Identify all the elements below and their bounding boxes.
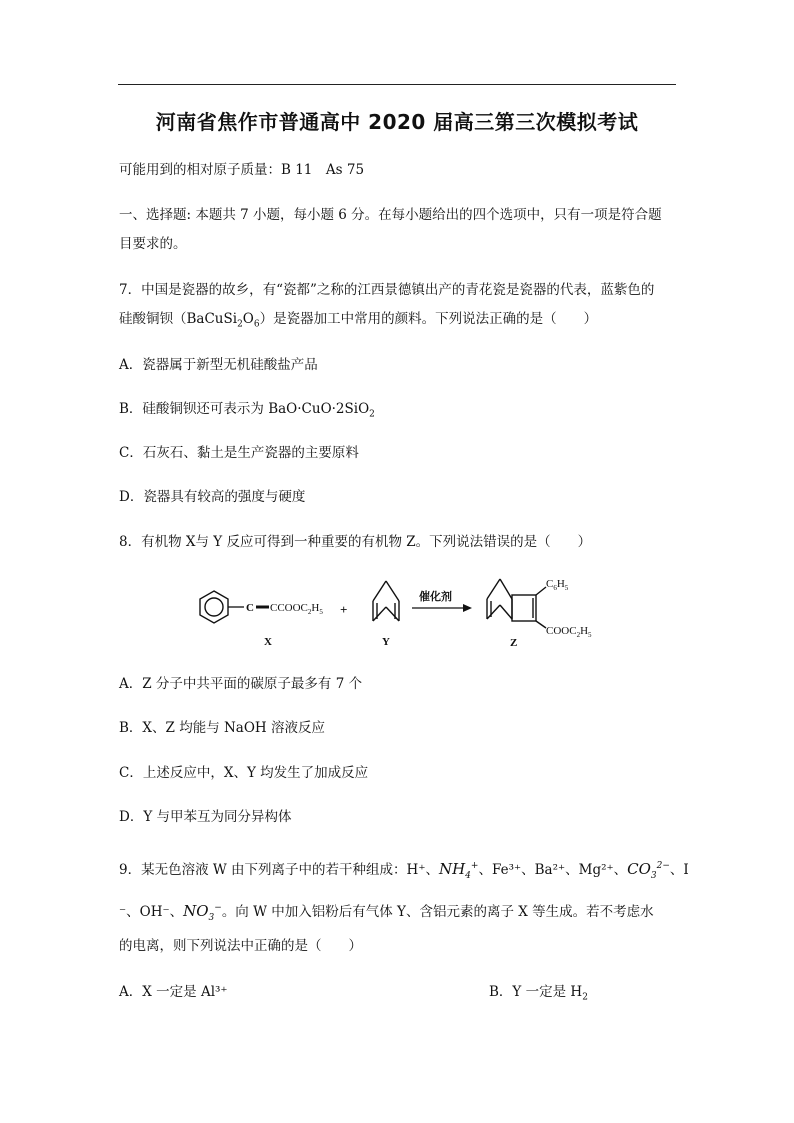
header-rule bbox=[118, 84, 676, 85]
q7-line2-post: ）是瓷器加工中常用的颜料。下列说法正确的是（ ） bbox=[259, 311, 598, 327]
q8-option-a[interactable]: A．Z 分子中共平面的碳原子最多有 7 个 bbox=[119, 676, 363, 692]
q9-stem-line3: 的电离，则下列说法中正确的是（ ） bbox=[119, 938, 362, 954]
q7-option-a[interactable]: A．瓷器属于新型无机硅酸盐产品 bbox=[119, 357, 318, 373]
q7-sub-2: 2 bbox=[237, 319, 243, 330]
x-formula: $CCOOC_2H_5$ bbox=[270, 602, 323, 616]
atomic-mass-note: 可能用到的相对原子质量：B 11 As 75 bbox=[119, 162, 365, 178]
q9-line1-end: 、I bbox=[669, 862, 689, 878]
q9-option-a[interactable]: A．X 一定是 Al³⁺ bbox=[119, 984, 228, 1000]
q7-option-d[interactable]: D．瓷器具有较高的强度与硬度 bbox=[119, 489, 306, 505]
q7-stem-line2 bbox=[119, 309, 597, 335]
norbornadiene-icon bbox=[373, 581, 399, 621]
q9-line2-pre: ⁻、OH⁻、 bbox=[119, 904, 184, 920]
reaction-scheme bbox=[190, 573, 610, 657]
catalyst-label: 催化剂 bbox=[419, 590, 452, 603]
x-formula-c: C bbox=[246, 602, 254, 614]
x-label: X bbox=[264, 636, 272, 648]
q9-option-b[interactable]: B．Y 一定是 $H_2$ bbox=[489, 984, 588, 1003]
q7-stem-line1: 7．中国是瓷器的故乡，有“瓷都”之称的江西景德镇出产的青花瓷是瓷器的代表，蓝紫色的 bbox=[119, 282, 655, 298]
q9-line1-mid: 、Fe³⁺、Ba²⁺、Mg²⁺、 bbox=[478, 862, 628, 878]
q9-option-row bbox=[119, 982, 588, 1003]
q8-option-c[interactable]: C．上述反应中，X、Y 均发生了加成反应 bbox=[119, 765, 369, 781]
q9-stem-line2 bbox=[119, 898, 654, 928]
q9-line1-pre: 9．某无色溶液 W 由下列离子中的若干种组成：H⁺、 bbox=[119, 862, 439, 878]
q7-option-b-sub: 2 bbox=[369, 409, 375, 420]
nh4-ion: $NH_4^+$ bbox=[438, 860, 479, 881]
q7-line2-pre: 硅酸铜钡（BaCuSi bbox=[119, 311, 238, 327]
co3-ion: $CO_3^{2-}$ bbox=[627, 860, 670, 881]
section-heading-line2: 目要求的。 bbox=[119, 236, 187, 252]
z-substituent-bottom: $COOC_2H_5$ bbox=[546, 625, 592, 639]
q7-option-b-text: B．硅酸铜钡还可表示为 BaO·CuO·2SiO bbox=[119, 401, 370, 417]
q7-o: O bbox=[242, 311, 254, 327]
q7-sub-6: 6 bbox=[253, 319, 260, 330]
q7-option-b[interactable] bbox=[119, 399, 375, 425]
y-label: Y bbox=[382, 636, 390, 648]
q8-stem: 8．有机物 X与 Y 反应可得到一种重要的有机物 Z。下列说法错误的是（ ） bbox=[119, 534, 592, 550]
plus-sign: + bbox=[340, 602, 348, 617]
q7-option-c[interactable]: C．石灰石、黏土是生产瓷器的主要原料 bbox=[119, 445, 359, 461]
q8-option-b[interactable]: B．X、Z 均能与 NaOH 溶液反应 bbox=[119, 720, 325, 736]
z-substituent-top: $C_6H_5$ bbox=[546, 578, 569, 592]
reaction-arrow-icon bbox=[412, 604, 472, 612]
q8-option-d[interactable]: D．Y 与甲苯互为同分异构体 bbox=[119, 809, 292, 825]
z-label: Z bbox=[510, 637, 518, 649]
q9-line2-post: 。向 W 中加入铝粉后有气体 Y、含铝元素的离子 X 等生成。若不考虑水 bbox=[221, 904, 654, 920]
section-heading-line1: 一、选择题: 本题共 7 小题，每小题 6 分。在每小题给出的四个选项中，只有一项是符合题 bbox=[119, 207, 662, 223]
page-title: 河南省焦作市普通高中 2020 届高三第三次模拟考试 bbox=[155, 110, 639, 134]
product-structure-icon bbox=[487, 579, 546, 628]
q9-stem-line1 bbox=[119, 856, 689, 886]
benzene-ring-icon bbox=[200, 591, 228, 623]
no3-ion: $NO_3^-$ bbox=[183, 902, 222, 923]
